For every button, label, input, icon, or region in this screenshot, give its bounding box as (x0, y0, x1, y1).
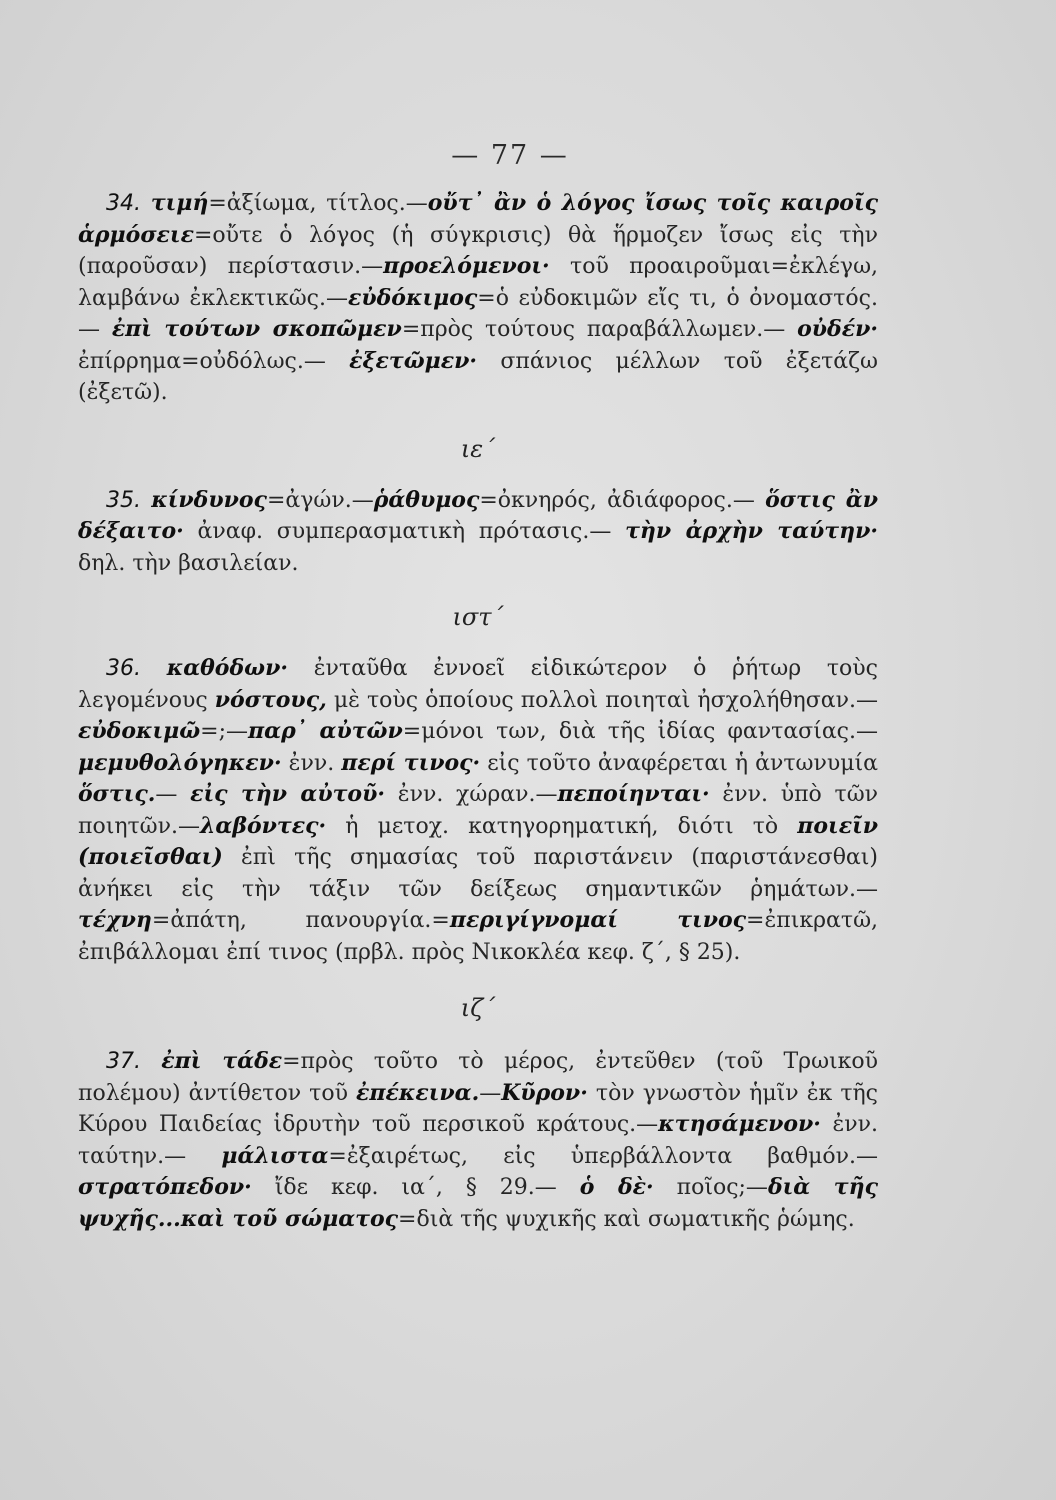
gloss-text: ἀναφ. συμπερασματικὴ πρότασις.— (183, 519, 626, 544)
gloss-text: σπάνιος μέλλων τοῦ ἐξετάζω (ἐξετῶ). (78, 348, 878, 405)
lemma: οὔτ᾽ ἂν ὁ λόγος ἴσως τοῖς καιροῖς ἁρμόσειε (78, 190, 878, 248)
gloss-text: =;— (200, 719, 249, 744)
note-number: 35. (106, 487, 141, 513)
gloss-text: =πρὸς τούτους παραβάλλωμεν.— (401, 317, 798, 342)
note-34 (78, 188, 878, 409)
lemma: εὐδοκιμῶ (78, 718, 201, 744)
lemma: κτησάμενον· (658, 1111, 821, 1137)
gloss-text: =ὀκνηρός, ἀδιάφορος.— (479, 487, 766, 513)
lemma: ῥάθυμος (373, 486, 480, 513)
gloss-text: ἐνν. χώραν.— (385, 782, 558, 807)
lemma: ὁ δὲ· (579, 1174, 654, 1200)
lemma: ποιεῖν (ποιεῖσθαι) (78, 812, 878, 870)
gloss-text: δηλ. τὴν βασιλείαν. (78, 550, 299, 576)
gloss-text: ἐνν. ὑπὸ τῶν ποιητῶν.— (78, 782, 879, 839)
lemma: τὴν ἀρχὴν ταύτην· (625, 518, 878, 544)
section-marker-iz: ιζ΄ (460, 994, 496, 1022)
gloss-text: ἐνν. ταύτην.— (78, 1112, 878, 1169)
gloss-text: ποῖος;— (653, 1175, 768, 1200)
lemma: προελόμενοι· (383, 253, 550, 279)
lemma: τιμή (150, 190, 209, 216)
note-number: 34. (106, 191, 141, 216)
lemma: μεμυθολόγηκεν· (78, 749, 282, 776)
section-marker-ie: ιε΄ (460, 434, 496, 463)
lemma: ἐπὶ τούτων σκοπῶμεν (111, 316, 402, 342)
gloss-text: μὲ τοὺς ὁποίους πολλοὶ ποιηταὶ ἠσχολήθησαν.— (326, 687, 878, 713)
section-marker-ist: ιστ΄ (452, 603, 504, 631)
commentary-body (78, 188, 878, 1235)
lemma: λαβόντες· (200, 812, 327, 839)
gloss-text: =ἀπάτη, πανουργία.= (151, 908, 450, 933)
gloss-text: =ἀγών.— (266, 487, 374, 513)
note-36 (78, 653, 878, 968)
lemma: ἐξετῶμεν· (349, 347, 478, 374)
gloss-text: =ὁ εὐδοκιμῶν εἴς τι, ὁ ὀνομαστός.— (78, 285, 878, 342)
gloss-text: ἐνν. (281, 750, 342, 776)
gloss-text: =ἐπικρατῶ, ἐπιβάλλομαι ἐπί τινος (πρβλ. πρὸς Νικοκλέα κεφ. ζ΄, § 25). (78, 908, 878, 965)
lemma: κίνδυνος (151, 486, 267, 513)
gloss-text: =ἐξαιρέτως, εἰς ὑπερβάλλοντα βαθμόν.— (328, 1143, 878, 1169)
gloss-text: =ἀξίωμα, τίτλος.— (208, 191, 428, 216)
lemma: Κῦρον· (501, 1079, 588, 1106)
gloss-text: εἰς τοῦτο ἀναφέρεται ἡ ἀντωνυμία (480, 750, 878, 776)
gloss-text: =μόνοι των, διὰ τῆς ἰδίας φαντασίας.— (402, 719, 878, 744)
lemma: περιγίγνομαί τινος (449, 907, 747, 933)
gloss-text: ἴδε κεφ. ια΄, § 29.— (251, 1175, 580, 1200)
gloss-text: =πρὸς τοῦτο τὸ μέρος, ἐντεῦθεν (τοῦ Τρωικοῦ πολέμου) ἀντίθετον τοῦ (78, 1049, 879, 1106)
note-37 (78, 1046, 878, 1235)
gloss-text: ἐπὶ τῆς σημασίας τοῦ παριστάνειν (παριστάνεσθαι) ἀνήκει εἰς τὴν τάξιν τῶν δείξεως σημαντικῶν ῥημάτων.— (78, 845, 878, 902)
note-35 (78, 485, 878, 580)
gloss-text: ἐπίρρημα=οὐδόλως.— (78, 348, 350, 374)
lemma: καθόδων· (166, 655, 289, 681)
page-number: — 77 — (451, 140, 569, 171)
gloss-text: ἡ μετοχ. κατηγορηματική, διότι τὸ (326, 813, 798, 839)
gloss-text: ἐνταῦθα ἐννοεῖ εἰδικώτερον ὁ ῥήτωρ τοὺς λεγομένους (78, 656, 879, 713)
lemma: ἐπέκεινα. (356, 1079, 480, 1106)
note-number: 36. (106, 656, 141, 681)
note-number: 37. (106, 1049, 141, 1074)
gloss-text: τοῦ προαιροῦμαι=ἐκλέγω, λαμβάνω ἐκλεκτικῶς.— (78, 254, 879, 311)
lemma: οὐδέν· (797, 316, 879, 342)
gloss-text: τὸν γνωστὸν ἡμῖν ἐκ τῆς Κύρου Παιδείας ἱδρυτὴν τοῦ περσικοῦ κράτους.— (78, 1080, 878, 1137)
lemma: περί τινος· (341, 749, 481, 776)
lemma: εὐδόκιμος (347, 284, 478, 311)
lemma: πεποίηνται· (557, 781, 710, 807)
lemma: μάλιστα (221, 1142, 329, 1169)
gloss-text: — (479, 1080, 502, 1106)
lemma: εἰς τὴν αὐτοῦ· (190, 781, 386, 807)
lemma: τέχνη (78, 907, 152, 933)
gloss-text: — (155, 782, 191, 807)
gloss-text: =οὔτε ὁ λόγος (ἡ σύγκρισις) θὰ ἥρμοζεν ἴσως εἰς τὴν (παροῦσαν) περίστασιν.— (78, 222, 878, 279)
lemma: νόστους, (214, 686, 327, 713)
lemma: ὅστις ἂν δέξαιτο· (78, 486, 878, 544)
lemma: διὰ τῆς ψυχῆς...καὶ τοῦ σώματος (78, 1174, 878, 1232)
lemma: παρ᾽ αὐτῶν (248, 718, 403, 744)
lemma: στρατόπεδον· (78, 1174, 252, 1200)
lemma: ὅστις. (78, 781, 156, 807)
lemma: ἐπὶ τάδε (161, 1048, 283, 1074)
gloss-text: =διὰ τῆς ψυχικῆς καὶ σωματικῆς ῥώμης. (398, 1206, 855, 1232)
